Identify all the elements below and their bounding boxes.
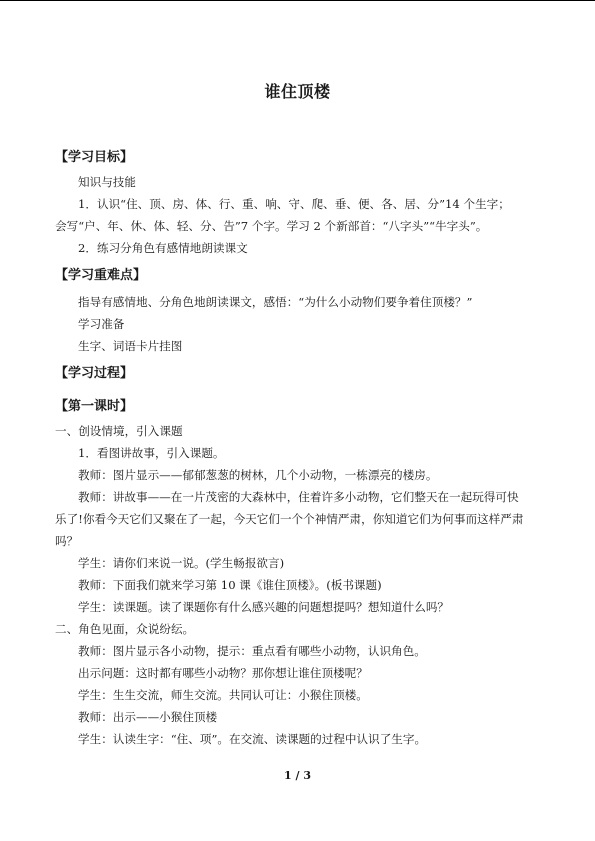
goal-item-1-line-2: 会写“户、年、休、体、轻、分、告”7 个字。学习 2 个新部首：“八字头”“牛字头”。 <box>55 219 488 233</box>
goal-item-2: 2．练习分角色有感情地朗读课文 <box>78 241 248 255</box>
prep-label: 学习准备 <box>78 317 125 331</box>
paragraph: 教师：图片显示各小动物，提示：重点看有哪些小动物，认识角色。 <box>78 644 426 658</box>
page-number: 1 / 3 <box>284 769 311 782</box>
prep-items: 生字、词语卡片挂图 <box>78 339 183 353</box>
paragraph-line: 乐了!你看今天它们又聚在了一起，今天它们一个个神情严肃，你知道它们为何事而这样严肃 <box>55 512 524 526</box>
goal-subheading: 知识与技能 <box>78 175 136 189</box>
heading-lesson-1: 【第一课时】 <box>55 399 134 414</box>
paragraph-section-1: 一、创设情境，引入课题 <box>55 424 183 438</box>
paragraph: 出示问题：这时都有哪些小动物？那你想让谁住顶楼呢？ <box>78 666 368 680</box>
page-title: 谁住顶楼 <box>264 82 331 101</box>
paragraph: 学生：请你们来说一说。(学生畅报欲言) <box>78 556 285 570</box>
paragraph-line: 教师：讲故事——在一片茂密的大森林中，住着许多小动物，它们整天在一起玩得可快 <box>78 490 519 504</box>
goal-item-1-line-1: 1．认识“住、顶、房、体、行、重、响、守、爬、垂、便、各、居、分”14 个生字； <box>78 197 510 211</box>
heading-key-difficulties: 【学习重难点】 <box>55 268 147 283</box>
paragraph-section-2: 二、角色见面，众说纷纭。 <box>55 622 195 636</box>
paragraph: 教师：出示——小猴住顶楼 <box>78 710 218 724</box>
paragraph: 学生：生生交流，师生交流。共同认可让：小猴住顶楼。 <box>78 688 368 702</box>
heading-learning-goals: 【学习目标】 <box>55 150 134 165</box>
paragraph-line: 吗？ <box>55 534 79 548</box>
paragraph: 学生：读课题。读了课题你有什么感兴趣的问题想提吗？想知道什么吗？ <box>78 600 450 614</box>
heading-learning-process: 【学习过程】 <box>55 366 134 381</box>
paragraph: 教师：下面我们就来学习第 10 课《谁住顶楼》。(板书课题) <box>78 578 382 592</box>
paragraph: 教师：图片显示——郁郁葱葱的树林，几个小动物，一栋漂亮的楼房。 <box>78 468 438 482</box>
key-item-1: 指导有感情地、分角色地朗读课文，感悟：“为什么小动物们要争着住顶楼？” <box>78 295 473 309</box>
paragraph: 学生：认读生字：“住、项”。在交流、读课题的过程中认识了生字。 <box>78 732 427 746</box>
paragraph: 1．看图讲故事，引入课题。 <box>78 446 225 460</box>
